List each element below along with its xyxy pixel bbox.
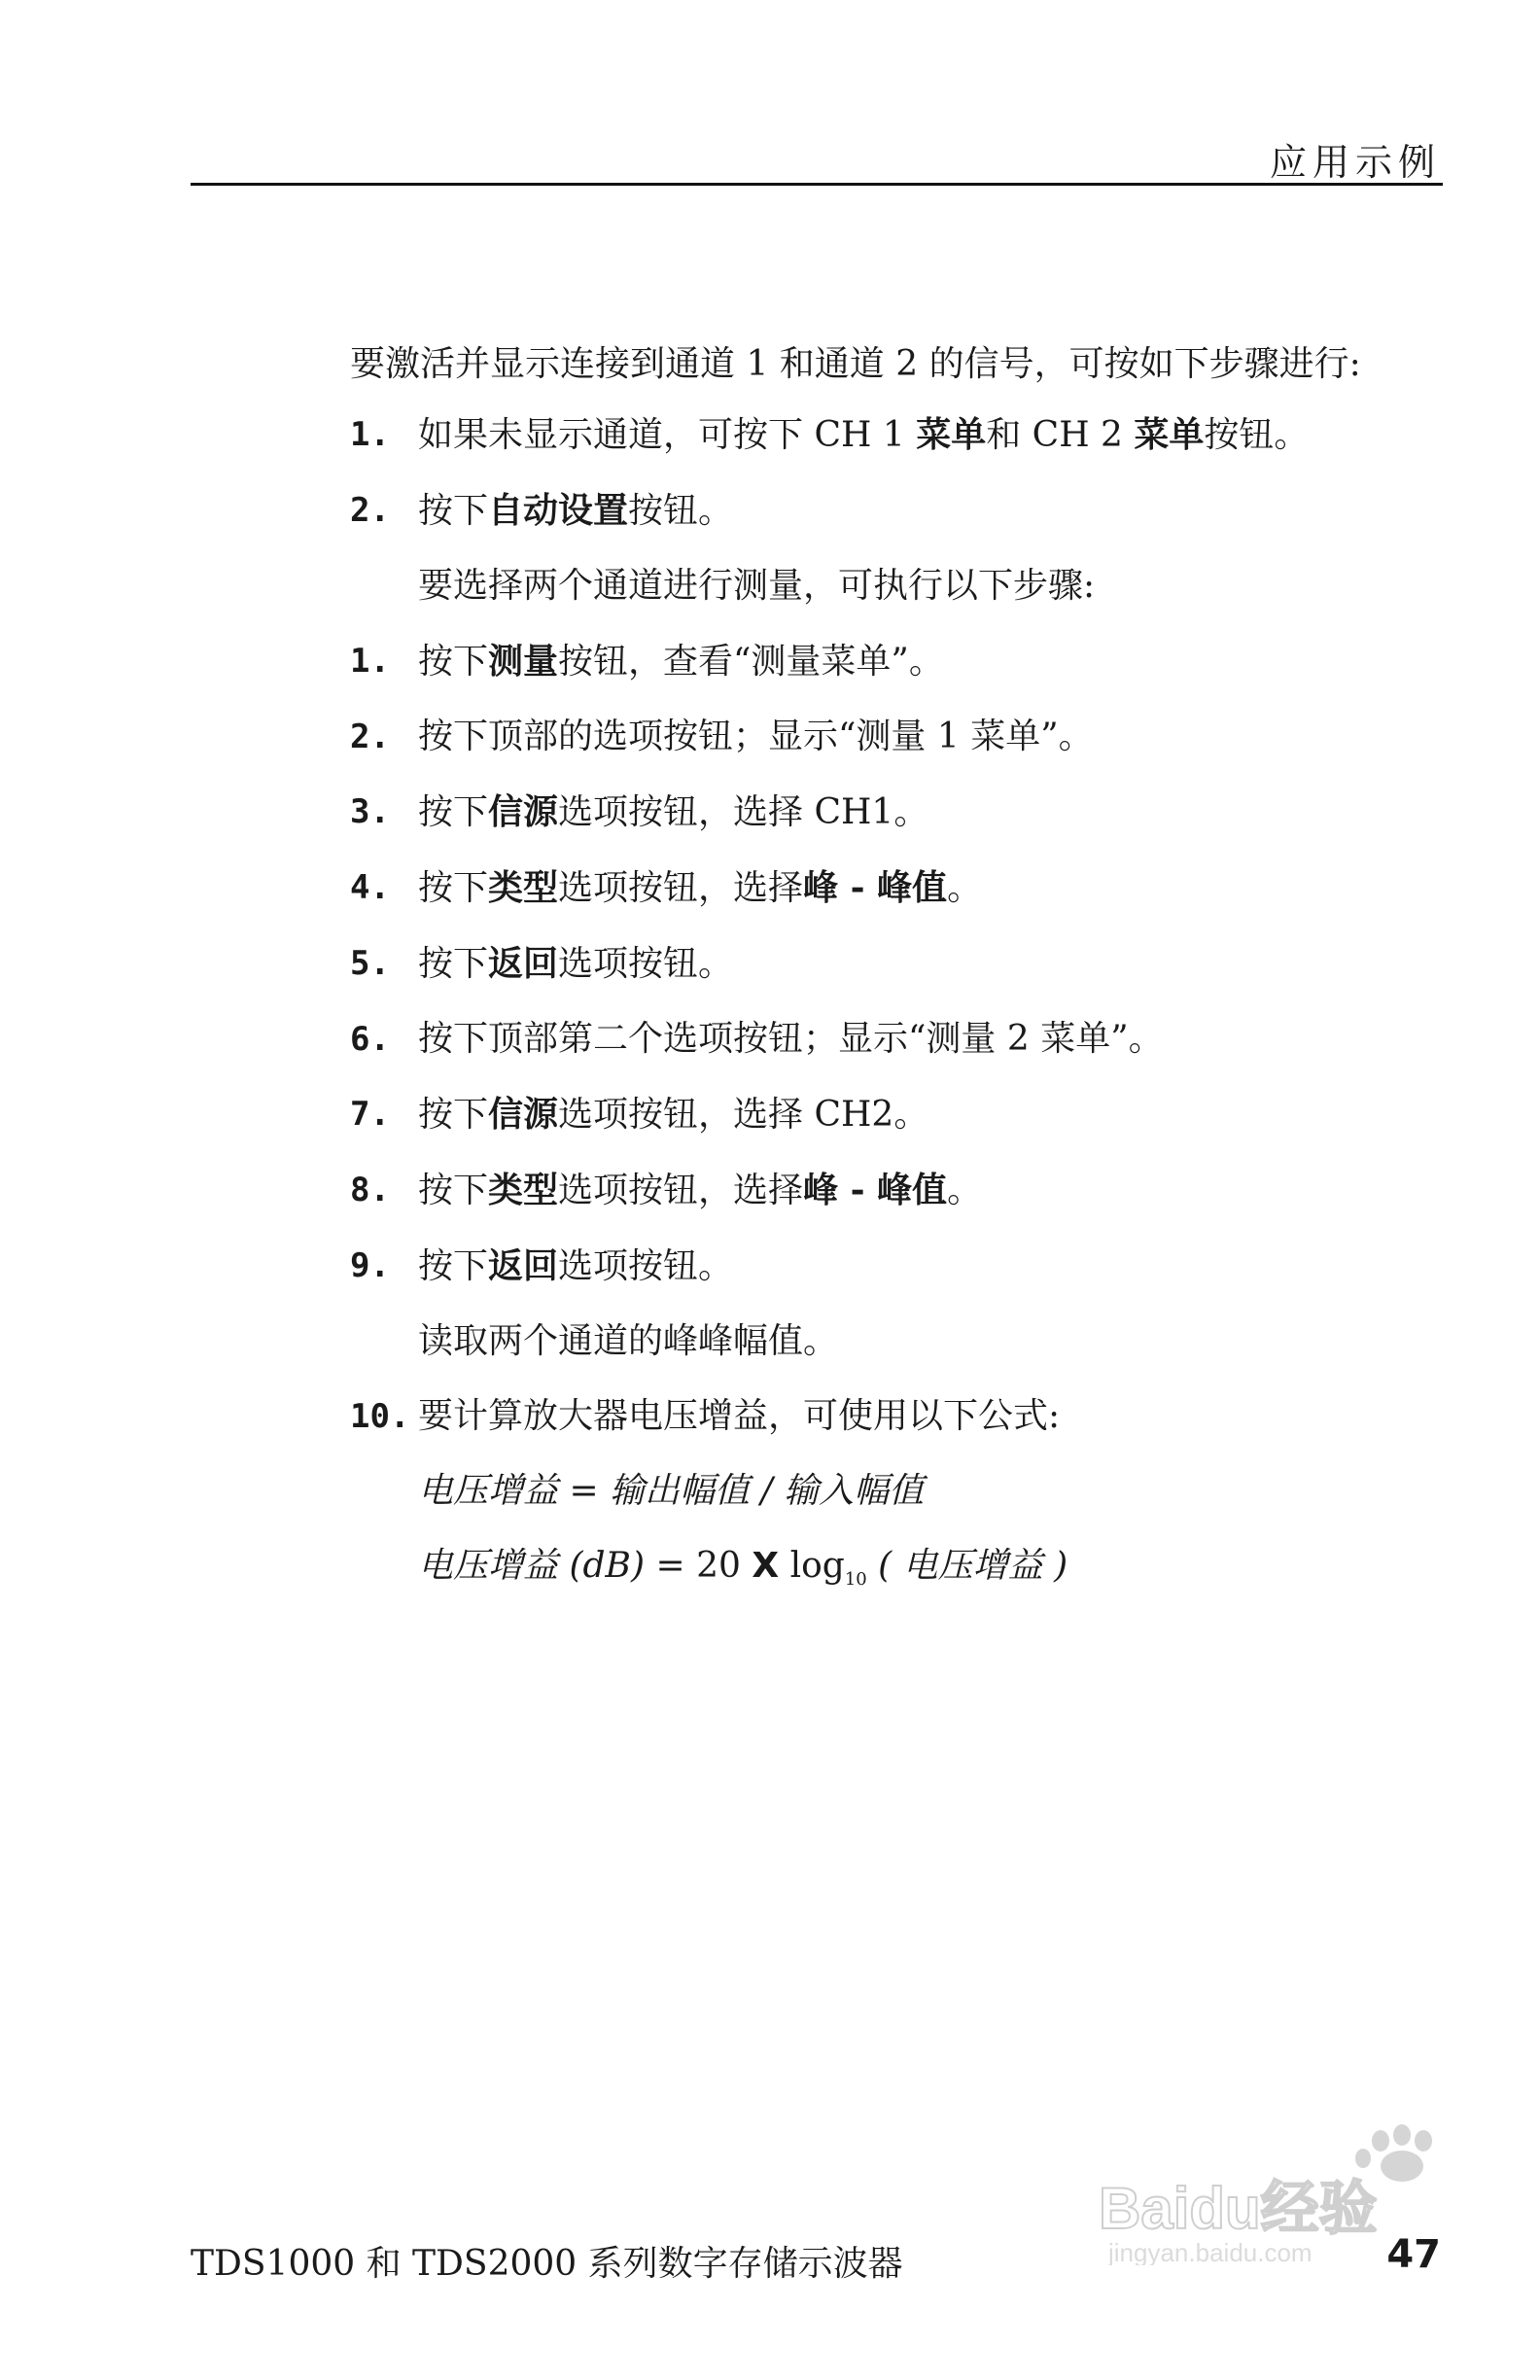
header-title: 应用示例	[1269, 141, 1441, 184]
watermark-brand: Baidu经验	[1099, 2176, 1378, 2241]
step-item	[350, 412, 1439, 458]
note-a: 要选择两个通道进行测量，可执行以下步骤:	[418, 566, 1096, 606]
step-list-a	[350, 412, 1439, 534]
formula-db-prefix: 电压增益 (dB) =	[418, 1546, 697, 1586]
step-list-b	[350, 639, 1439, 1289]
step-text: 按钮。	[628, 491, 734, 531]
step-item	[350, 1168, 1439, 1213]
step-text: 按下	[418, 792, 489, 832]
note-b: 读取两个通道的峰峰幅值。	[418, 1321, 839, 1361]
footer-title: TDS1000 和 TDS2000 系列数字存储示波器	[191, 2244, 903, 2284]
step-text: 如果未显示通道，可按下 CH 1	[418, 415, 917, 455]
page-content	[350, 342, 1439, 1632]
step-keyword: 自动设置	[488, 490, 629, 531]
step-keyword: 峰 - 峰值	[803, 1170, 948, 1210]
step-text: 按钮。	[1204, 415, 1310, 455]
step-text: 和 CH 2	[986, 415, 1135, 455]
step-number: 5.	[350, 944, 390, 983]
header-rule	[191, 183, 1443, 186]
step-item	[350, 715, 1439, 759]
step-keyword: 测量	[488, 641, 559, 682]
step-text: 按下	[418, 1171, 489, 1210]
step-text: 。	[947, 868, 983, 908]
step-keyword: 返回	[488, 943, 559, 984]
step-item	[350, 789, 1439, 835]
step-number: 4.	[350, 868, 390, 907]
formula-twenty: 20	[696, 1546, 752, 1586]
step-number: 10.	[350, 1397, 410, 1436]
step-number: 7.	[350, 1095, 390, 1134]
formula-db-suffix: ( 电压增益 )	[866, 1546, 1068, 1586]
intro-paragraph: 要激活并显示连接到通道 1 和通道 2 的信号，可按如下步骤进行:	[350, 344, 1361, 384]
step-text: 选项按钮，选择 CH2。	[558, 1095, 929, 1135]
step-keyword: 类型	[488, 867, 559, 908]
step-item	[350, 865, 1439, 911]
step-text: 选项按钮。	[558, 1246, 734, 1286]
step-text: 按下	[418, 1246, 489, 1286]
step-number: 8.	[350, 1171, 390, 1209]
step-text: 按下	[418, 1095, 489, 1135]
step-item	[350, 1243, 1439, 1289]
step-keyword: 菜单	[916, 414, 987, 455]
step-text: 按下	[418, 868, 489, 908]
step-text: 选项按钮，选择	[558, 1171, 804, 1210]
step-text: 按下顶部第二个选项按钮；显示“测量 2 菜单”。	[418, 1019, 1164, 1059]
step-keyword: 峰 - 峰值	[803, 867, 948, 908]
paw-icon	[1355, 2124, 1432, 2182]
step-number: 6.	[350, 1020, 390, 1059]
step-keyword: 菜单	[1134, 414, 1205, 455]
step-number: 2.	[350, 718, 390, 756]
step-text: 选项按钮，选择	[558, 868, 804, 908]
formula-gain: 电压增益 = 输出幅值 / 输入幅值	[418, 1471, 925, 1511]
step-keyword: 返回	[488, 1245, 559, 1286]
page-number: 47	[1386, 2232, 1441, 2277]
step-text: 。	[947, 1171, 983, 1210]
step-number: 3.	[350, 792, 390, 831]
step-text: 按下	[418, 491, 489, 531]
step-text: 选项按钮。	[558, 944, 734, 984]
step-text: 要计算放大器电压增益，可使用以下公式:	[418, 1396, 1061, 1436]
step-text: 按下	[418, 642, 489, 682]
step-text: 按钮，查看“测量菜单”。	[558, 642, 944, 682]
step-number: 9.	[350, 1246, 390, 1285]
formula-log-base: 10	[844, 1569, 867, 1591]
step-item	[350, 1017, 1439, 1062]
watermark-url: jingyan.baidu.com	[1108, 2238, 1312, 2265]
step-item	[350, 941, 1439, 987]
step-number: 1.	[350, 642, 390, 681]
step-text: 按下顶部的选项按钮；显示“测量 1 菜单”。	[418, 717, 1094, 756]
baidu-watermark	[1089, 2119, 1458, 2265]
step-number: 1.	[350, 415, 390, 454]
step-keyword: 信源	[488, 1094, 559, 1135]
step-keyword: 类型	[488, 1170, 559, 1210]
step-item	[350, 639, 1439, 684]
step-item	[350, 1092, 1439, 1138]
step-text: 按下	[418, 944, 489, 984]
step-number: 2.	[350, 491, 390, 530]
step-item	[350, 488, 1439, 534]
step-text: 选项按钮，选择 CH1。	[558, 792, 929, 832]
formula-log: log	[779, 1546, 845, 1586]
step-keyword: 信源	[488, 791, 559, 832]
formula-times: X	[752, 1546, 780, 1586]
step-10	[350, 1394, 1439, 1439]
formula-gain-db	[418, 1544, 1439, 1602]
